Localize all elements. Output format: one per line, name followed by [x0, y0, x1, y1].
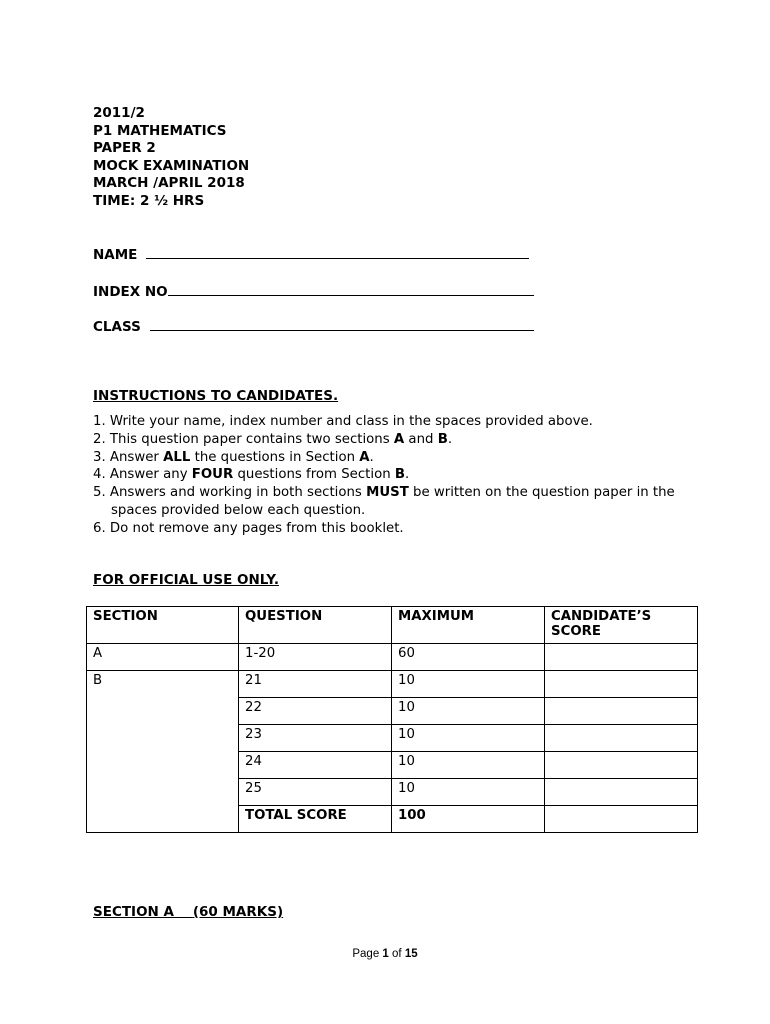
- index-field[interactable]: [93, 283, 534, 300]
- instruction-item: 5. Answers and working in both sections MUST be written on the question paper in the spaces provided below each question.: [93, 485, 675, 518]
- header-maximum: MAXIMUM: [392, 607, 545, 644]
- name-blank[interactable]: [146, 246, 529, 259]
- question-cell: 22: [239, 698, 392, 725]
- maximum-cell: 10: [392, 725, 545, 752]
- instruction-item: 4. Answer any FOUR questions from Section B.: [93, 467, 410, 483]
- section-a-heading: [93, 904, 283, 920]
- section-a-marks: (60 MARKS): [192, 904, 284, 920]
- instruction-item: 2. This question paper contains two sections A and B.: [93, 431, 453, 447]
- instruction-item: 3. Answer ALL the questions in Section A.: [93, 449, 374, 465]
- header-question: QUESTION: [239, 607, 392, 644]
- of-word: of: [392, 948, 402, 960]
- total-score-cell[interactable]: [545, 806, 698, 833]
- paper-code: 2011/2: [93, 105, 145, 121]
- table-header-row: [87, 607, 698, 644]
- instructions-list: [93, 413, 703, 538]
- maximum-cell: 10: [392, 779, 545, 806]
- section-cell: A: [87, 644, 239, 671]
- exam-type: MOCK EXAMINATION: [93, 157, 250, 174]
- table-row: [87, 644, 698, 671]
- class-blank[interactable]: [150, 318, 534, 331]
- table-row: [87, 671, 698, 698]
- question-cell: 21: [239, 671, 392, 698]
- official-use-heading: FOR OFFICIAL USE ONLY.: [93, 572, 279, 588]
- header-section: SECTION: [87, 607, 239, 644]
- exam-header: [93, 105, 249, 211]
- header-candidate-score: CANDIDATE’S SCORE: [545, 607, 698, 644]
- index-blank[interactable]: [168, 283, 534, 296]
- name-label: NAME: [93, 247, 138, 263]
- instruction-item: 6. Do not remove any pages from this booklet.: [93, 520, 404, 536]
- total-maximum-cell: 100: [392, 806, 545, 833]
- maximum-cell: 10: [392, 698, 545, 725]
- class-label: CLASS: [93, 319, 141, 335]
- maximum-cell: 10: [392, 671, 545, 698]
- instruction-item: 1. Write your name, index number and class in the spaces provided above.: [93, 414, 593, 429]
- score-cell[interactable]: [545, 725, 698, 752]
- official-score-table: [86, 606, 698, 833]
- total-label-cell: TOTAL SCORE: [239, 806, 392, 833]
- score-cell[interactable]: [545, 752, 698, 779]
- score-cell[interactable]: [545, 698, 698, 725]
- question-cell: 1-20: [239, 644, 392, 671]
- page-footer: [0, 948, 770, 960]
- total-pages: 15: [404, 948, 418, 960]
- page-word: Page: [352, 948, 380, 960]
- exam-date: MARCH /APRIL 2018: [93, 175, 245, 192]
- question-cell: 25: [239, 779, 392, 806]
- page-number: 1: [382, 948, 389, 960]
- class-field[interactable]: [93, 318, 534, 335]
- paper-number: PAPER 2: [93, 140, 156, 157]
- subject-title: P1 MATHEMATICS: [93, 122, 227, 139]
- maximum-cell: 10: [392, 752, 545, 779]
- name-field[interactable]: [93, 246, 529, 263]
- question-cell: 23: [239, 725, 392, 752]
- instructions-heading: INSTRUCTIONS TO CANDIDATES.: [93, 388, 339, 404]
- score-cell[interactable]: [545, 779, 698, 806]
- section-cell: B: [87, 671, 239, 833]
- score-cell[interactable]: [545, 671, 698, 698]
- section-a-title: SECTION A: [93, 904, 175, 920]
- index-label: INDEX NO: [93, 284, 168, 300]
- question-cell: 24: [239, 752, 392, 779]
- score-cell[interactable]: [545, 644, 698, 671]
- exam-duration: TIME: 2 ½ HRS: [93, 192, 205, 209]
- maximum-cell: 60: [392, 644, 545, 671]
